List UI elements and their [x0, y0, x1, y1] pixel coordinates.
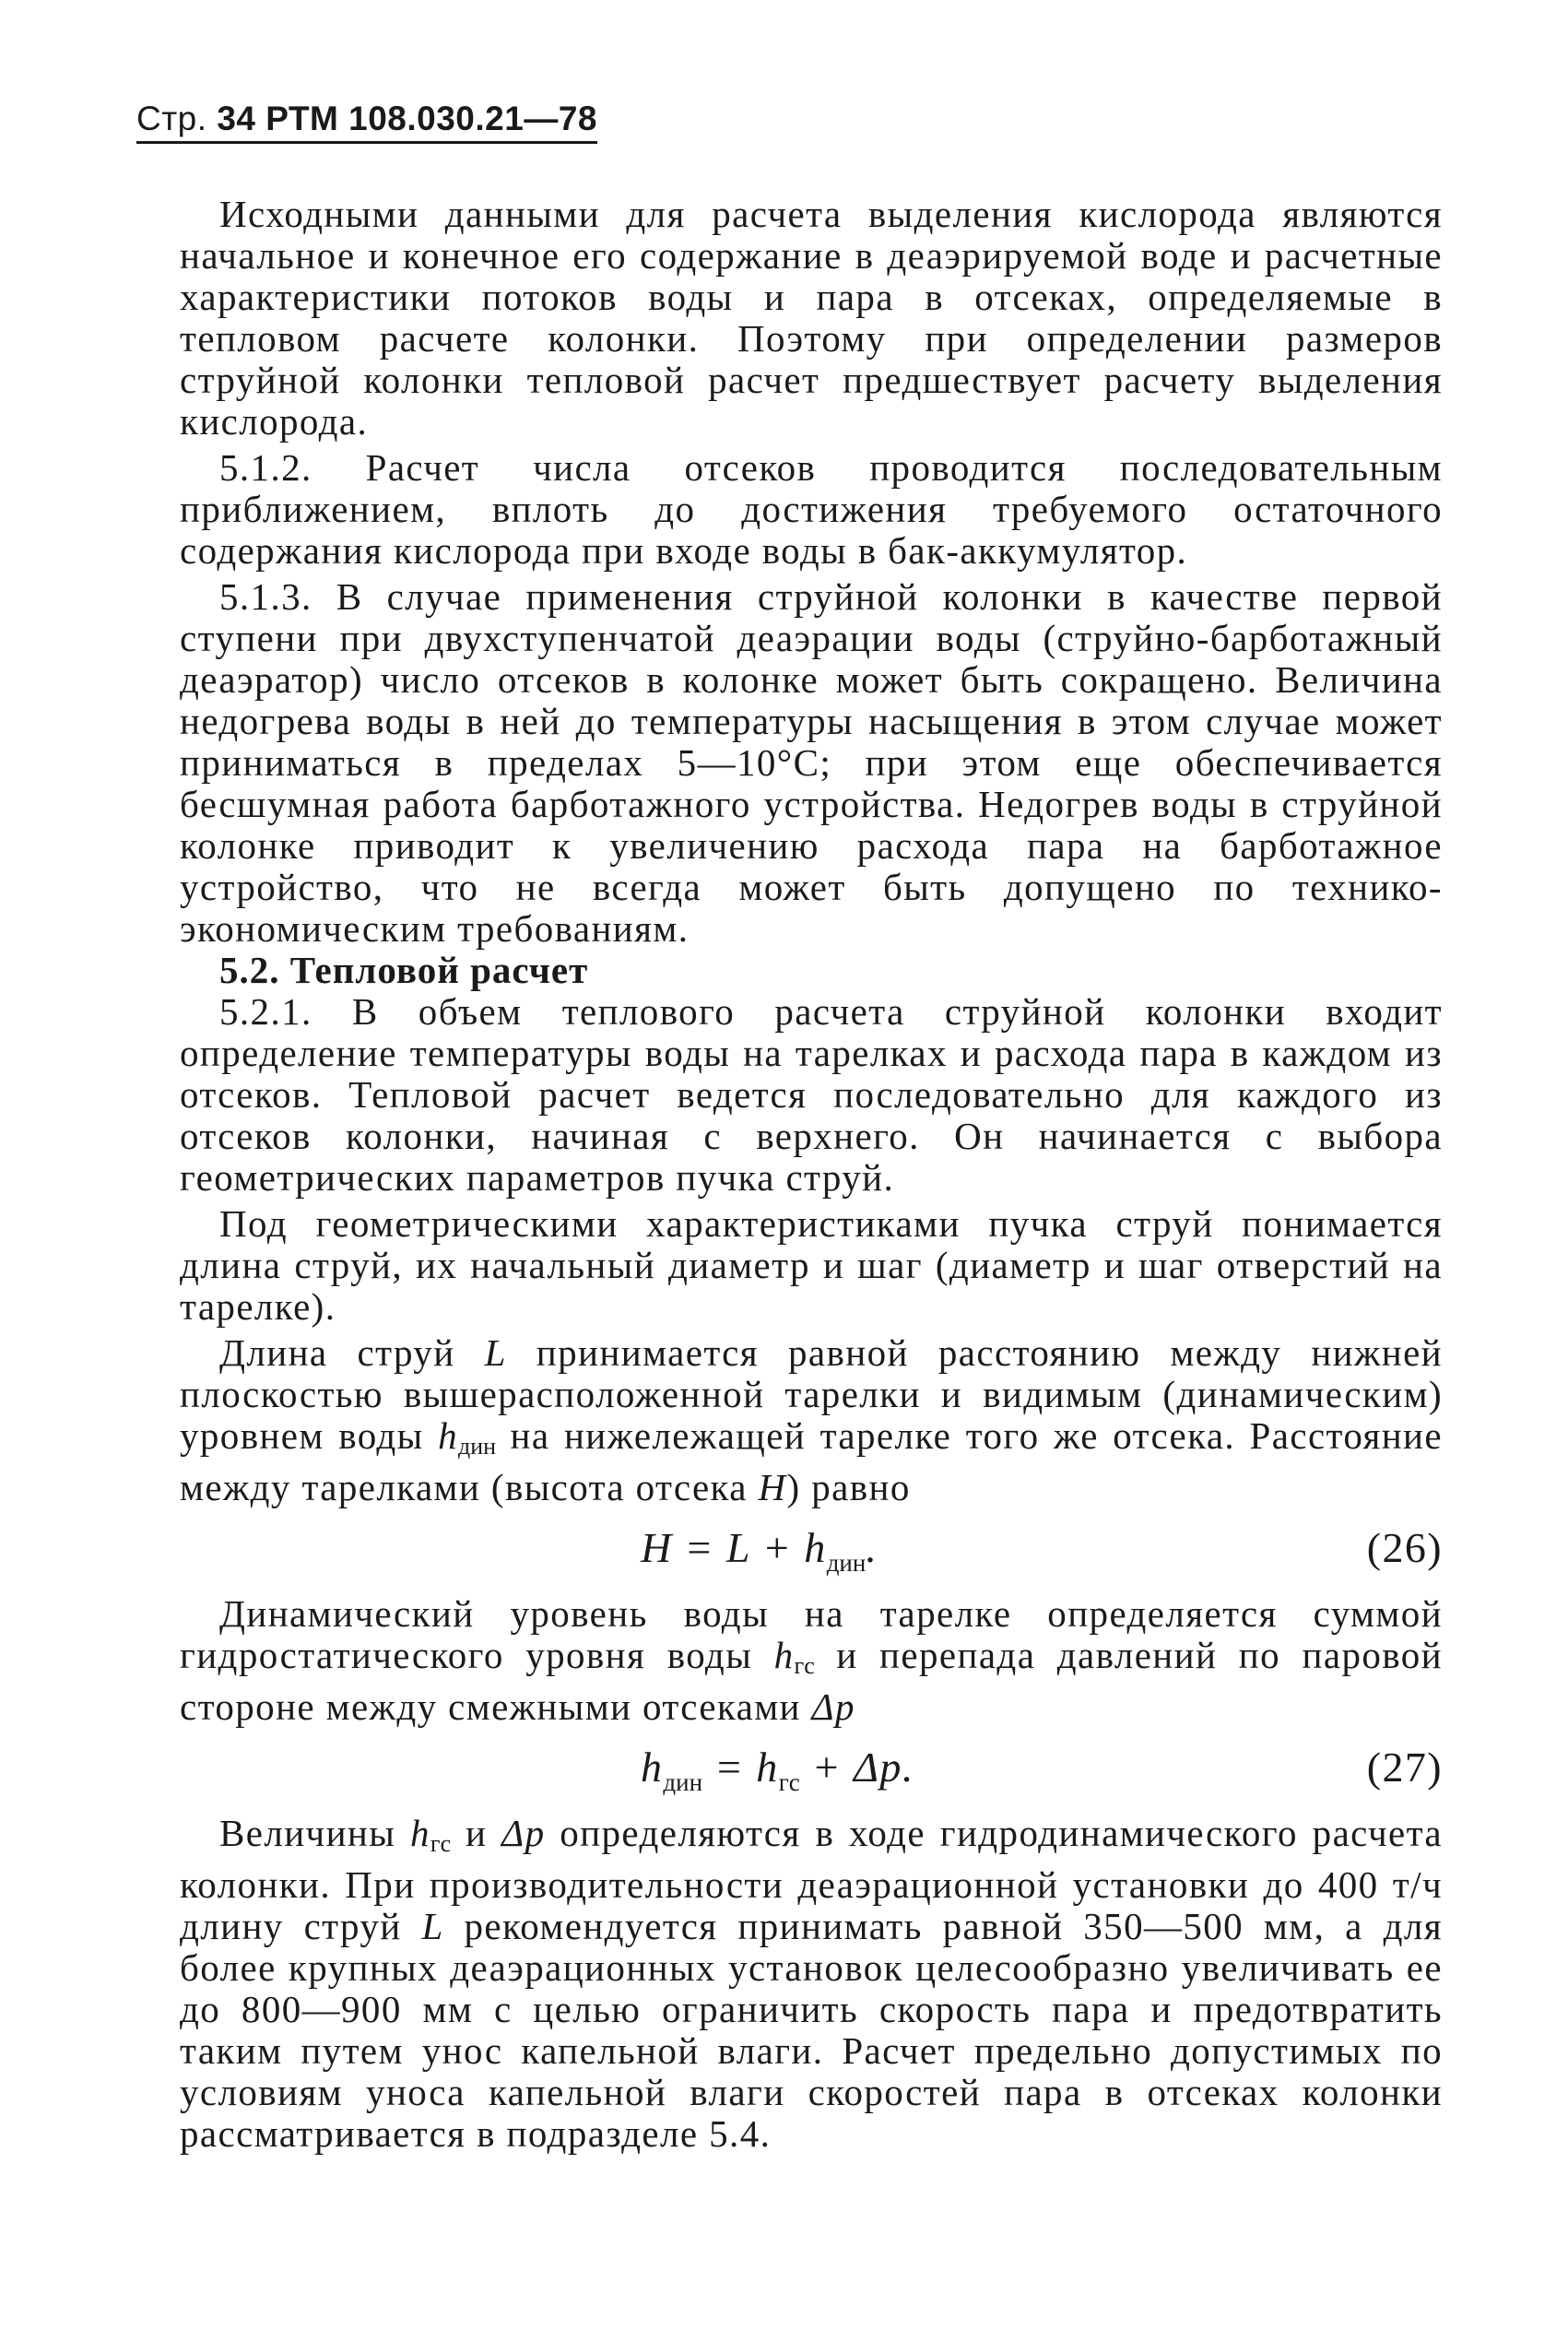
- paragraph-5-2-1: 5.2.1. В объем теплового расчета струйной колонки входит определение температуры воды на тарелках и расхода пара в каждом из отсеков. Тепловой расчет ведется последовательно для каждого из отсеков колонки, начиная с верхнего. Он начинается с выбора геометрических параметров пучка струй.: [180, 990, 1443, 1199]
- formula-27: [180, 1735, 1443, 1805]
- formula-26: [180, 1516, 1443, 1586]
- formula-26-expression: $H = L + h_{дин}$.: [641, 1524, 878, 1577]
- paragraph-intro: Исходными данными для расчета выделения кислорода являются начальное и конечное его содержание в деаэрируемой воде и расчетные характеристики потоков воды и пара в отсеках, определяемые в тепловом расчете колонки. Поэтому при определении размеров струйной колонки тепловой расчет предшествует расчету выделения кислорода.: [180, 193, 1443, 443]
- paragraph-5-1-3: 5.1.3. В случае применения струйной колонки в качестве первой ступени при двухступенчатой деаэрации воды (струйно-барботажный деаэратор) число отсеков в колонке может быть сокращено. Величина недогрева воды в ней до температуры насыщения в этом случае может приниматься в пределах 5—10°С; при этом еще обеспечивается бесшумная работа барботажного устройства. Недогрев воды в струйной колонке приводит к увеличению расхода пара на барботажное устройство, что не всегда может быть допущено по технико-экономическим требованиям.: [180, 575, 1443, 950]
- paragraph-values: Величины hгс и Δp определяются в ходе гидродинамического расчета колонки. При производительности деаэрационной установки до 400 т/ч длину струй L рекомендуется принимать равной 350—500 мм, а для более крупных деаэрационных установок целесообразно увеличивать ее до 800—900 мм с целью ограничить скорость пара и предотвратить таким путем унос капельной влаги. Расчет предельно допустимых по условиям уноса капельной влаги скоростей пара в отсеках колонки рассматривается в подразделе 5.4.: [180, 1812, 1443, 2155]
- paragraph-geometry: Под геометрическими характеристиками пучка струй понимается длина струй, их начальный диаметр и шаг (диаметр и шаг отверстий на тарелке).: [180, 1202, 1443, 1328]
- section-title: 5.2. Тепловой расчет: [219, 949, 589, 991]
- paragraph-5-1-2: 5.1.2. Расчет числа отсеков проводится последовательным приближением, вплоть до достижения требуемого остаточного содержания кислорода при входе воды в бак-аккумулятор.: [180, 446, 1443, 572]
- page-number: 34: [217, 100, 256, 137]
- page-label: Стр.: [136, 100, 207, 137]
- paragraph-dynamic-level: Динамический уровень воды на тарелке определяется суммой гидростатического уровня воды hгс и перепада давлений по паровой стороне между смежными отсеками Δp: [180, 1592, 1443, 1728]
- document-body: [180, 194, 1443, 2155]
- formula-27-number: (27): [1366, 1744, 1443, 1791]
- document-id: РТМ 108.030.21—78: [265, 100, 597, 137]
- formula-27-expression: $h_{дин} = h_{гс} + \Delta p$.: [641, 1744, 914, 1796]
- paragraph-jet-length: Длина струй L принимается равной расстоянию между нижней плоскостью вышерасположенной тарелки и видимым (динамическим) уровнем воды hдин на нижележащей тарелке того же отсека. Расстояние между тарелками (высота отсека H) равно: [180, 1331, 1444, 1508]
- page-header: [136, 100, 597, 144]
- formula-26-number: (26): [1366, 1524, 1443, 1571]
